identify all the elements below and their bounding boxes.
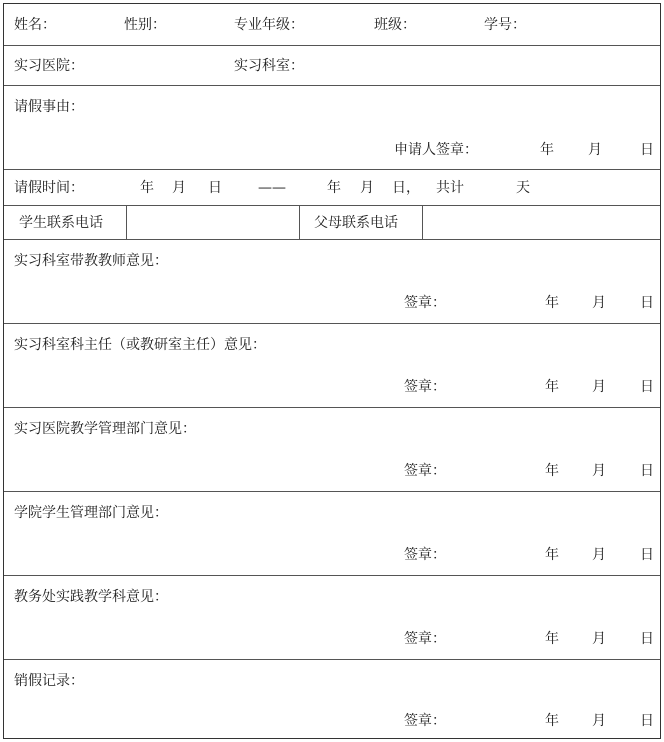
gender-label: 性别： — [124, 17, 166, 33]
opinion-day: 日 — [640, 631, 654, 647]
opinion-day: 日 — [640, 547, 654, 563]
opinion-month: 月 — [592, 379, 606, 395]
opinion-field[interactable] — [14, 524, 650, 546]
opinion-year: 年 — [545, 713, 559, 729]
student-id-label: 学号： — [484, 17, 526, 33]
opinion-day: 日 — [640, 713, 654, 729]
signature-label: 签章： — [404, 713, 446, 729]
hospital-label: 实习医院： — [14, 58, 84, 74]
opinion-year: 年 — [545, 631, 559, 647]
hospital-field[interactable] — [92, 53, 222, 79]
reason-label: 请假事由： — [14, 99, 84, 115]
student-phone-field[interactable] — [130, 209, 296, 237]
department-label: 实习科室： — [234, 58, 304, 74]
contact-divider — [422, 206, 423, 239]
parent-phone-field[interactable] — [426, 209, 658, 237]
contact-divider — [126, 206, 127, 239]
opinion-month: 月 — [592, 631, 606, 647]
reason-field[interactable] — [14, 118, 650, 140]
contact-row — [4, 206, 660, 240]
opinion-section — [4, 324, 660, 408]
reason-month: 月 — [588, 142, 602, 158]
opinion-field[interactable] — [14, 356, 650, 378]
total-days-field[interactable] — [472, 176, 512, 200]
info-row-basic — [4, 4, 660, 46]
opinion-label: 实习科室带教教师意见： — [14, 253, 168, 269]
opinion-label: 销假记录： — [14, 673, 84, 689]
end-month: 月 — [360, 180, 374, 196]
class-field[interactable] — [422, 12, 480, 38]
opinion-section — [4, 492, 660, 576]
class-label: 班级： — [374, 17, 416, 33]
signature-label: 签章： — [404, 463, 446, 479]
opinion-day: 日 — [640, 295, 654, 311]
start-day: 日 — [208, 180, 222, 196]
opinion-field[interactable] — [14, 608, 650, 630]
leave-period-row — [4, 170, 660, 206]
opinion-field[interactable] — [14, 440, 650, 462]
name-field[interactable] — [62, 12, 117, 38]
days-unit: 天 — [516, 180, 530, 196]
reason-year: 年 — [540, 142, 554, 158]
leave-cancellation-section — [4, 660, 660, 738]
start-month: 月 — [172, 180, 186, 196]
opinion-section — [4, 576, 660, 660]
signature-label: 签章： — [404, 631, 446, 647]
opinion-month: 月 — [592, 295, 606, 311]
parent-phone-label: 父母联系电话 — [314, 215, 398, 231]
opinion-month: 月 — [592, 547, 606, 563]
opinion-month: 月 — [592, 463, 606, 479]
student-phone-label: 学生联系电话 — [19, 215, 103, 231]
opinion-label: 学院学生管理部门意见： — [14, 505, 168, 521]
signature-label: 签章： — [404, 379, 446, 395]
start-year: 年 — [140, 180, 154, 196]
applicant-signature-label: 申请人签章： — [394, 142, 478, 158]
opinion-section — [4, 408, 660, 492]
opinion-year: 年 — [545, 547, 559, 563]
major-grade-label: 专业年级： — [234, 17, 304, 33]
info-row-hospital — [4, 46, 660, 86]
signature-label: 签章： — [404, 295, 446, 311]
opinion-month: 月 — [592, 713, 606, 729]
opinion-year: 年 — [545, 463, 559, 479]
opinion-label: 实习科室科主任（或教研室主任）意见： — [14, 337, 266, 353]
gender-field[interactable] — [172, 12, 227, 38]
opinion-field[interactable] — [14, 692, 650, 712]
leave-request-form — [3, 3, 661, 739]
student-id-field[interactable] — [532, 12, 652, 38]
end-year: 年 — [327, 180, 341, 196]
department-field[interactable] — [310, 53, 650, 79]
opinion-label: 教务处实践教学科意见： — [14, 589, 168, 605]
reason-day: 日 — [640, 142, 654, 158]
end-day: 日， — [392, 180, 420, 196]
major-grade-field[interactable] — [310, 12, 368, 38]
leave-period-label: 请假时间： — [14, 180, 84, 196]
total-label: 共计 — [436, 180, 464, 196]
signature-label: 签章： — [404, 547, 446, 563]
opinion-day: 日 — [640, 379, 654, 395]
opinion-section — [4, 240, 660, 324]
opinion-label: 实习医院教学管理部门意见： — [14, 421, 196, 437]
name-label: 姓名： — [14, 17, 56, 33]
date-range-dash: —— — [258, 180, 286, 196]
opinion-year: 年 — [545, 379, 559, 395]
opinion-year: 年 — [545, 295, 559, 311]
reason-section — [4, 86, 660, 170]
opinion-day: 日 — [640, 463, 654, 479]
contact-divider — [299, 206, 300, 239]
opinion-field[interactable] — [14, 272, 650, 294]
